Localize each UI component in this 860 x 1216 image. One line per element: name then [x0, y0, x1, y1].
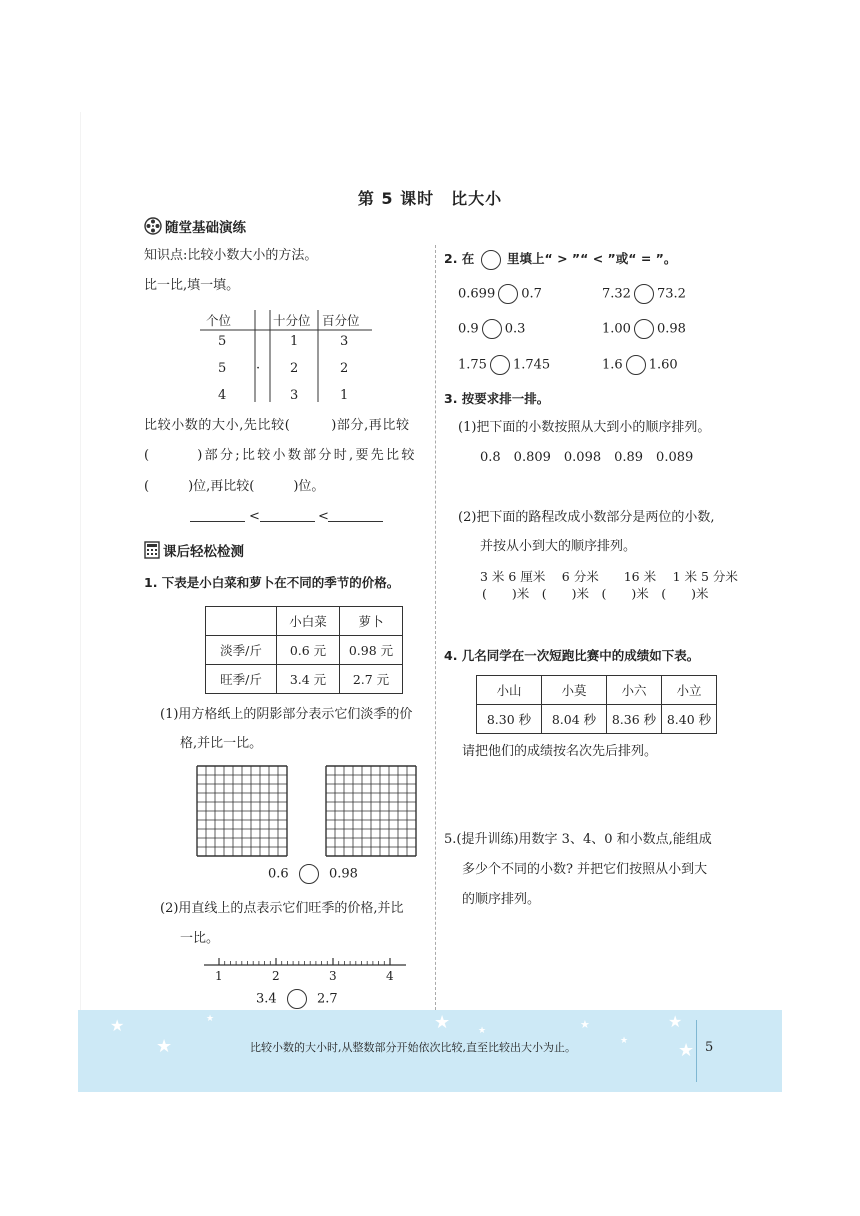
cell: 5	[218, 361, 227, 376]
q2-pair	[602, 319, 686, 340]
section1-label: 随堂基础演练	[165, 220, 246, 236]
star-icon: ★	[668, 1012, 683, 1031]
tick-label: 1	[215, 969, 223, 983]
cell: 8.04 秒	[542, 705, 607, 734]
tick-label: 4	[386, 969, 394, 983]
cell: 4	[218, 388, 227, 403]
column-divider	[435, 245, 436, 1010]
cmp-right: 0.98	[656, 321, 686, 337]
order-blanks	[190, 507, 390, 523]
cmp-right: 73.2	[656, 286, 686, 302]
footer-divider	[696, 1020, 697, 1082]
section-after-class-check	[144, 540, 244, 560]
section-basic-practice	[144, 216, 246, 236]
q2-text-b: 里填上“ > ”“ < ”或“ = ”。	[507, 251, 677, 266]
star-icon: ★	[478, 1026, 487, 1036]
footer-tip: 比较小数的大小时,从整数部分开始依次比较,直至比较出大小为止。	[250, 1041, 576, 1054]
compare-fill-instruction: 比一比,填一填。	[144, 278, 240, 293]
tick-label: 3	[329, 969, 337, 983]
cmp-left: 0.699	[458, 286, 496, 302]
star-icon: ★	[206, 1014, 215, 1024]
cell: 8.36 秒	[607, 705, 662, 734]
cmp-right: 2.7	[316, 991, 338, 1007]
star-icon: ★	[156, 1036, 173, 1057]
q1-sub1-line2: 格,并比一比。	[180, 736, 263, 751]
film-reel-icon	[144, 217, 162, 235]
cmp-left: 1.6	[602, 357, 623, 373]
answer-circle[interactable]	[482, 319, 502, 339]
cell: 1	[290, 334, 299, 349]
circle-symbol	[481, 250, 501, 270]
knowledge-point: 知识点:比较小数大小的方法。	[144, 248, 318, 263]
q3-numbers: 0.8 0.809 0.098 0.89 0.089	[480, 450, 694, 465]
cmp-right: 1.60	[648, 357, 678, 373]
q1-text: 1. 下表是小白菜和萝卜在不同的季节的价格。	[144, 575, 400, 590]
star-icon: ★	[620, 1036, 629, 1046]
answer-circle[interactable]	[626, 355, 646, 375]
q5-line1: 5.(提升训练)用数字 3、4、0 和小数点,能组成	[444, 832, 712, 847]
cmp-left: 1.75	[458, 357, 487, 373]
grid-paper-left[interactable]	[196, 765, 288, 861]
star-icon: ★	[434, 1012, 451, 1033]
cell: 小莫	[542, 676, 607, 705]
race-results-table	[476, 675, 717, 734]
cell: 小六	[607, 676, 662, 705]
blank[interactable]	[260, 521, 315, 522]
cmp-right: 1.745	[512, 357, 551, 373]
q3-sub1: (1)把下面的小数按照从大到小的顺序排列。	[458, 420, 711, 435]
cell: 0.6 元	[277, 636, 340, 665]
cmp-left: 1.00	[602, 321, 631, 337]
star-icon: ★	[678, 1040, 695, 1061]
cell: 1	[340, 388, 349, 403]
q1-sub2-line2: 一比。	[180, 931, 220, 946]
cell: 8.30 秒	[477, 705, 542, 734]
cell: 2.7 元	[340, 665, 403, 694]
page-title: 第 5 课时 比大小	[357, 189, 503, 208]
rule-line-3: ( )位,再比较( )位。	[144, 479, 325, 494]
rule-line-2: ( )部分;比较小数部分时,要先比较	[144, 448, 417, 463]
q3-lengths: 3 米 6 厘米 6 分米 16 米 1 米 5 分米	[480, 569, 738, 584]
q5-line3: 的顺序排列。	[462, 892, 541, 907]
cell: 萝卜	[340, 607, 403, 636]
q2-pair	[602, 284, 686, 305]
cmp-left: 0.9	[458, 321, 479, 337]
answer-circle[interactable]	[634, 319, 654, 339]
page-number: 5	[705, 1040, 714, 1055]
cmp-right: 0.7	[521, 286, 542, 302]
q3-answer-blanks[interactable]: ( )米 ( )米 ( )米 ( )米	[482, 586, 709, 601]
q3-sub2-line1: (2)把下面的路程改成小数部分是两位的小数,	[458, 510, 715, 525]
cell: 5	[218, 334, 227, 349]
cell: 8.40 秒	[662, 705, 717, 734]
section2-label: 课后轻松检测	[163, 544, 244, 560]
cmp-left: 7.32	[602, 286, 631, 302]
cell: 小山	[477, 676, 542, 705]
less-than: <	[318, 509, 329, 524]
less-than: <	[249, 509, 260, 524]
q2-text	[444, 249, 676, 270]
tick-label: 2	[272, 969, 280, 983]
q2-pair	[458, 319, 525, 340]
q1-sub1-line1: (1)用方格纸上的阴影部分表示它们淡季的价	[160, 707, 413, 722]
q2-pair	[458, 355, 550, 376]
q3-text: 3. 按要求排一排。	[444, 391, 550, 406]
star-icon: ★	[580, 1018, 590, 1031]
col-header-ones: 个位	[206, 313, 232, 328]
cell: 2	[290, 361, 299, 376]
q4-ask: 请把他们的成绩按名次先后排列。	[462, 744, 658, 759]
cell: 旺季/斤	[206, 665, 277, 694]
cmp-right: 0.98	[328, 866, 358, 882]
col-header-hundredths: 百分位	[322, 313, 360, 328]
cell: 小立	[662, 676, 717, 705]
q1-sub2-line1: (2)用直线上的点表示它们旺季的价格,并比	[160, 901, 404, 916]
col-header-tenths: 十分位	[273, 313, 311, 328]
cell: 0.98 元	[340, 636, 403, 665]
rule-line-1: 比较小数的大小,先比较( )部分,再比较	[144, 418, 410, 433]
answer-circle[interactable]	[498, 284, 518, 304]
cell: 淡季/斤	[206, 636, 277, 665]
q1-compare-1	[268, 864, 358, 885]
cmp-right: 0.3	[504, 321, 526, 337]
q4-text: 4. 几名同学在一次短跑比赛中的成绩如下表。	[444, 648, 700, 663]
q2-text-a: 2. 在	[444, 251, 475, 266]
q5-line2: 多少个不同的小数? 并把它们按照从小到大	[462, 862, 708, 877]
cell	[206, 607, 277, 636]
calculator-icon	[144, 541, 160, 559]
cell: 2	[340, 361, 349, 376]
cmp-left: 3.4	[256, 991, 277, 1007]
answer-circle[interactable]	[490, 355, 510, 375]
cell: 小白菜	[277, 607, 340, 636]
answer-circle[interactable]	[634, 284, 654, 304]
cmp-left: 0.6	[268, 866, 289, 882]
q2-pair	[602, 355, 678, 376]
grid-paper-right[interactable]	[325, 765, 417, 861]
number-line[interactable]	[200, 955, 410, 975]
q3-sub2-line2: 并按从小到大的顺序排列。	[480, 539, 637, 554]
cell: 3.4 元	[277, 665, 340, 694]
price-table	[205, 606, 403, 694]
blank[interactable]	[190, 521, 245, 522]
star-icon: ★	[110, 1016, 125, 1035]
q2-pair	[458, 284, 542, 305]
cell: 3	[290, 388, 299, 403]
answer-circle[interactable]	[287, 989, 307, 1009]
q1-compare-2	[256, 989, 338, 1010]
decimal-point: ·	[256, 361, 261, 376]
answer-circle[interactable]	[299, 864, 319, 884]
blank[interactable]	[328, 521, 383, 522]
cell: 3	[340, 334, 349, 349]
